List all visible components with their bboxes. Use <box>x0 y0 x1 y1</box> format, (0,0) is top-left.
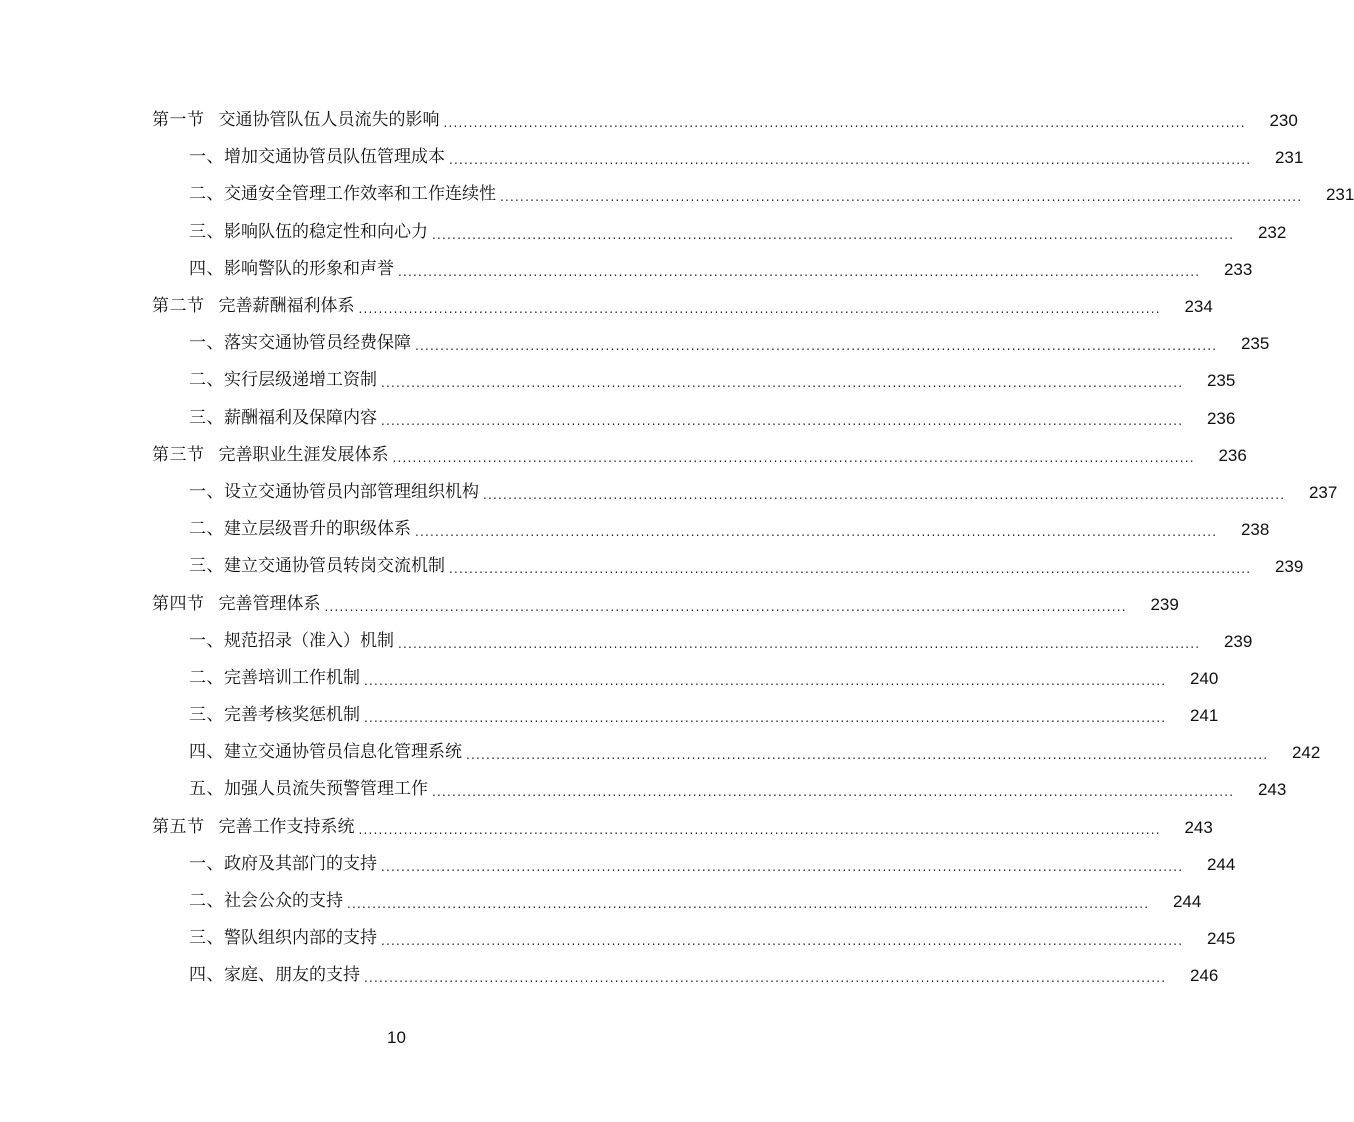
toc-entry-page: 244 <box>1206 854 1236 874</box>
toc-item-entry[interactable] <box>0 251 1253 288</box>
toc-dot-leader: ................................................................................................................................................................ <box>466 748 1269 763</box>
toc-entry-label <box>189 400 377 437</box>
page-number: 10 <box>387 1028 406 1047</box>
toc-item-entry[interactable] <box>0 734 1321 771</box>
toc-entry-page: 240 <box>1189 668 1219 688</box>
toc-entry-number: 第三节 <box>152 444 205 465</box>
toc-entry-page: 238 <box>1240 520 1270 540</box>
toc-entry-number: 四、 <box>189 742 224 763</box>
toc-entry-page: 237 <box>1308 482 1338 502</box>
toc-entry-number: 三、 <box>189 407 224 428</box>
toc-entry-title: 警队组织内部的支持 <box>224 928 377 949</box>
toc-entry-label <box>189 957 360 994</box>
toc-entry-label <box>189 139 445 176</box>
toc-item-entry[interactable] <box>0 548 1304 585</box>
toc-entry-page: 231 <box>1274 148 1304 168</box>
toc-dot-leader: ................................................................................................................................................................ <box>364 711 1167 726</box>
toc-entry-title: 家庭、朋友的支持 <box>224 965 360 986</box>
toc-entry-title: 完善薪酬福利体系 <box>218 296 355 317</box>
toc-entry-label <box>189 325 411 362</box>
toc-entry-title: 影响队伍的稳定性和向心力 <box>224 221 428 242</box>
toc-dot-leader: ................................................................................................................................................................ <box>449 153 1252 168</box>
toc-entry-label <box>189 214 428 251</box>
toc-dot-leader: ................................................................................................................................................................ <box>381 934 1184 949</box>
toc-entry-title: 完善工作支持系统 <box>218 816 355 837</box>
table-of-contents <box>0 102 1354 995</box>
toc-entry-number: 三、 <box>189 928 224 949</box>
toc-entry-title: 社会公众的支持 <box>224 891 343 912</box>
toc-dot-leader: ................................................................................................................................................................ <box>364 971 1167 986</box>
toc-entry-title: 实行层级递增工资制 <box>224 370 377 391</box>
toc-item-entry[interactable] <box>0 474 1338 511</box>
toc-entry-title: 完善培训工作机制 <box>224 667 360 688</box>
toc-item-entry[interactable] <box>0 214 1287 251</box>
toc-entry-title: 完善管理体系 <box>218 593 321 614</box>
toc-entry-label <box>152 809 355 846</box>
toc-section-entry[interactable] <box>0 102 1298 139</box>
toc-dot-leader: ................................................................................................................................................................ <box>392 450 1195 465</box>
toc-entry-label <box>189 474 479 511</box>
toc-entry-page: 235 <box>1240 334 1270 354</box>
toc-dot-leader: ................................................................................................................................................................ <box>381 413 1184 428</box>
toc-entry-title: 交通协管队伍人员流失的影响 <box>218 110 440 131</box>
toc-item-entry[interactable] <box>0 957 1219 994</box>
toc-entry-title: 交通安全管理工作效率和工作连续性 <box>224 184 496 205</box>
toc-entry-label <box>152 288 355 325</box>
toc-dot-leader: ................................................................................................................................................................ <box>443 116 1246 131</box>
toc-entry-page: 234 <box>1184 297 1213 317</box>
toc-entry-label <box>189 697 360 734</box>
toc-entry-number: 二、 <box>189 519 224 540</box>
toc-entry-number: 四、 <box>189 258 224 279</box>
toc-item-entry[interactable] <box>0 697 1219 734</box>
toc-dot-leader: ................................................................................................................................................................ <box>381 859 1184 874</box>
toc-entry-title: 加强人员流失预警管理工作 <box>224 779 428 800</box>
toc-entry-page: 246 <box>1189 966 1219 986</box>
toc-entry-title: 设立交通协管员内部管理组织机构 <box>224 481 479 502</box>
toc-entry-page: 242 <box>1291 743 1321 763</box>
toc-entry-number: 一、 <box>189 630 224 651</box>
toc-entry-number: 第四节 <box>152 593 205 614</box>
toc-dot-leader: ................................................................................................................................................................ <box>358 302 1161 317</box>
toc-entry-number: 第五节 <box>152 816 205 837</box>
toc-dot-leader: ................................................................................................................................................................ <box>415 339 1218 354</box>
toc-entry-page: 243 <box>1184 817 1213 837</box>
toc-item-entry[interactable] <box>0 920 1236 957</box>
toc-entry-label <box>189 548 445 585</box>
toc-entry-title: 增加交通协管员队伍管理成本 <box>224 147 445 168</box>
toc-dot-leader: ................................................................................................................................................................ <box>398 264 1201 279</box>
toc-section-entry[interactable] <box>0 585 1179 622</box>
toc-dot-leader: ................................................................................................................................................................ <box>358 822 1161 837</box>
toc-dot-leader: ................................................................................................................................................................ <box>432 227 1235 242</box>
toc-entry-title: 薪酬福利及保障内容 <box>224 407 377 428</box>
toc-entry-title: 建立层级晋升的职级体系 <box>224 519 411 540</box>
toc-entry-label <box>189 660 360 697</box>
toc-entry-title: 建立交通协管员转岗交流机制 <box>224 556 445 577</box>
toc-entry-page: 244 <box>1172 892 1202 912</box>
toc-dot-leader: ................................................................................................................................................................ <box>347 897 1150 912</box>
toc-entry-page: 239 <box>1274 557 1304 577</box>
toc-item-entry[interactable] <box>0 846 1236 883</box>
toc-dot-leader: ................................................................................................................................................................ <box>381 376 1184 391</box>
toc-item-entry[interactable] <box>0 139 1304 176</box>
toc-entry-label <box>189 176 496 213</box>
toc-entry-page: 232 <box>1257 222 1287 242</box>
toc-entry-page: 230 <box>1269 111 1298 131</box>
toc-entry-number: 五、 <box>189 779 224 800</box>
toc-item-entry[interactable] <box>0 511 1270 548</box>
toc-entry-number: 二、 <box>189 370 224 391</box>
toc-entry-label <box>189 920 377 957</box>
toc-entry-number: 三、 <box>189 556 224 577</box>
toc-entry-number: 第一节 <box>152 110 205 131</box>
toc-entry-page: 239 <box>1223 631 1253 651</box>
toc-section-entry[interactable] <box>0 809 1213 846</box>
toc-item-entry[interactable] <box>0 176 1354 213</box>
toc-entry-page: 236 <box>1218 445 1247 465</box>
toc-dot-leader: ................................................................................................................................................................ <box>415 525 1218 540</box>
toc-section-entry[interactable] <box>0 288 1213 325</box>
toc-dot-leader: ................................................................................................................................................................ <box>432 785 1235 800</box>
toc-entry-number: 三、 <box>189 221 224 242</box>
toc-entry-page: 235 <box>1206 371 1236 391</box>
toc-entry-page: 231 <box>1325 185 1354 205</box>
toc-entry-title: 建立交通协管员信息化管理系统 <box>224 742 462 763</box>
toc-dot-leader: ................................................................................................................................................................ <box>500 190 1303 205</box>
toc-dot-leader: ................................................................................................................................................................ <box>398 636 1201 651</box>
toc-entry-page: 236 <box>1206 408 1236 428</box>
toc-entry-page: 241 <box>1189 706 1219 726</box>
toc-entry-title: 影响警队的形象和声誉 <box>224 258 394 279</box>
toc-dot-leader: ................................................................................................................................................................ <box>364 673 1167 688</box>
toc-item-entry[interactable] <box>0 623 1253 660</box>
toc-item-entry[interactable] <box>0 660 1219 697</box>
toc-dot-leader: ................................................................................................................................................................ <box>324 599 1127 614</box>
toc-entry-number: 二、 <box>189 667 224 688</box>
toc-entry-label <box>189 883 343 920</box>
toc-item-entry[interactable] <box>0 400 1236 437</box>
toc-entry-page: 243 <box>1257 780 1287 800</box>
toc-entry-title: 政府及其部门的支持 <box>224 853 377 874</box>
toc-entry-number: 二、 <box>189 891 224 912</box>
toc-entry-label <box>189 734 462 771</box>
toc-entry-page: 239 <box>1150 594 1179 614</box>
toc-entry-label <box>189 846 377 883</box>
toc-entry-label <box>189 251 394 288</box>
toc-entry-label <box>189 623 394 660</box>
toc-entry-label <box>152 586 321 623</box>
toc-entry-number: 四、 <box>189 965 224 986</box>
toc-entry-number: 一、 <box>189 147 224 168</box>
toc-entry-title: 落实交通协管员经费保障 <box>224 333 411 354</box>
toc-item-entry[interactable] <box>0 883 1202 920</box>
toc-dot-leader: ................................................................................................................................................................ <box>483 487 1286 502</box>
toc-item-entry[interactable] <box>0 771 1287 808</box>
toc-entry-number: 一、 <box>189 481 224 502</box>
toc-item-entry[interactable] <box>0 325 1270 362</box>
toc-entry-number: 一、 <box>189 853 224 874</box>
toc-entry-label <box>189 511 411 548</box>
toc-entry-number: 二、 <box>189 184 224 205</box>
toc-entry-title: 完善考核奖惩机制 <box>224 705 360 726</box>
toc-entry-number: 一、 <box>189 333 224 354</box>
toc-entry-label <box>152 437 389 474</box>
toc-dot-leader: ................................................................................................................................................................ <box>449 562 1252 577</box>
toc-entry-label <box>189 771 428 808</box>
toc-entry-label <box>152 102 440 139</box>
toc-entry-number: 三、 <box>189 705 224 726</box>
toc-entry-title: 完善职业生涯发展体系 <box>218 444 389 465</box>
toc-entry-label <box>189 362 377 399</box>
toc-section-entry[interactable] <box>0 437 1247 474</box>
toc-entry-page: 233 <box>1223 259 1253 279</box>
toc-entry-title: 规范招录（准入）机制 <box>224 630 394 651</box>
toc-item-entry[interactable] <box>0 362 1236 399</box>
toc-entry-number: 第二节 <box>152 296 205 317</box>
toc-entry-page: 245 <box>1206 929 1236 949</box>
